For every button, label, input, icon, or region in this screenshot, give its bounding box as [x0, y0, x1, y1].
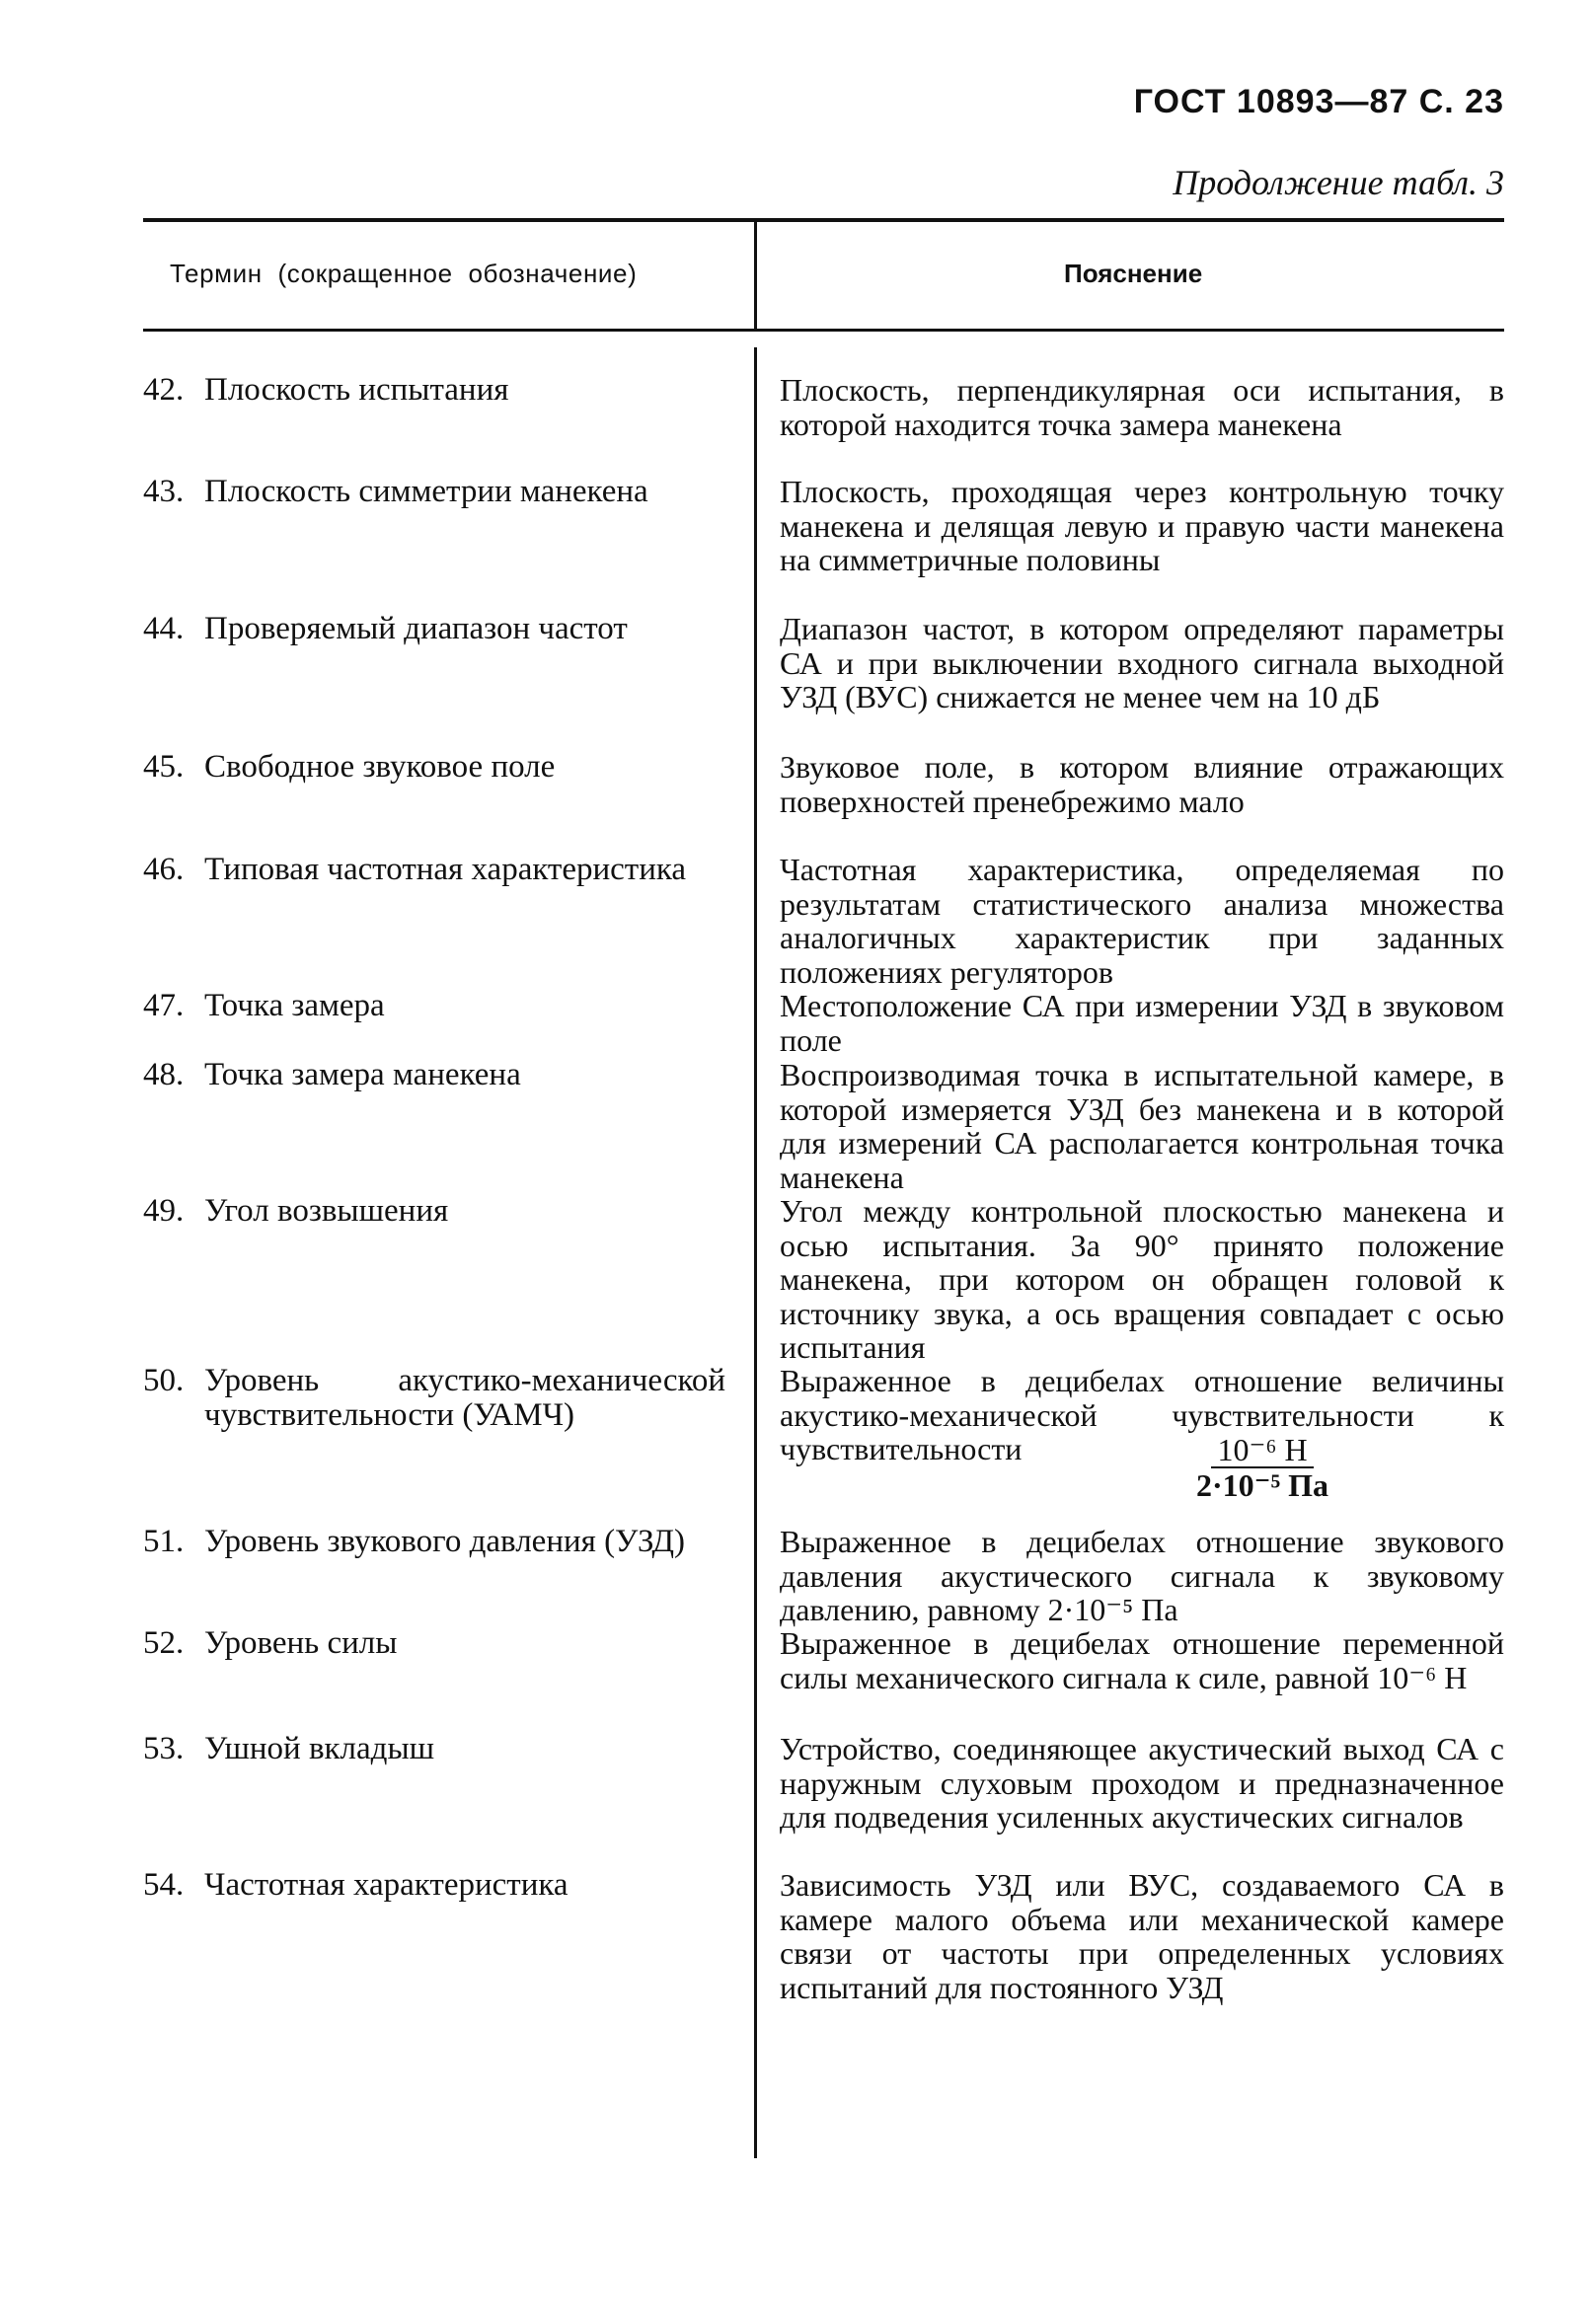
- column-divider-header: [754, 220, 757, 331]
- term-text: Частотная характеристика: [204, 1867, 569, 1903]
- explanation-cell: Диапазон частот, в котором определяют параметры СА и при выключении входного сигнала выходной УЗД (ВУС) снижается не менее чем на 10 дБ: [780, 611, 1504, 714]
- term-text: Свободное звуковое поле: [204, 749, 556, 785]
- explanation-cell: [780, 1364, 1504, 1502]
- term-number: 50.: [143, 1363, 185, 1398]
- term-text: Точка замера манекена: [204, 1057, 521, 1092]
- term-number: 47.: [143, 988, 185, 1023]
- term-cell: [143, 1525, 725, 1559]
- fraction-numerator: 10⁻⁶ Н: [1211, 1433, 1313, 1468]
- term-cell: [143, 612, 725, 646]
- term-number: 54.: [143, 1867, 185, 1903]
- explanation-cell: Плоскость, перпендикулярная оси испытания, в которой находится точка замера манекена: [780, 372, 1504, 442]
- term-text: Уровень акустико-механической чувствительности (УАМЧ): [204, 1363, 725, 1433]
- term-cell: [143, 853, 725, 887]
- term-cell: [143, 373, 725, 408]
- table-top-rule: [143, 218, 1504, 222]
- term-number: 42.: [143, 372, 185, 408]
- explanation-cell: Частотная характеристика, определяемая по результатам статистического анализа множества аналогичных характеристик при заданных положениях регуляторов: [780, 852, 1504, 990]
- column-divider-body: [754, 347, 757, 2158]
- term-text: Угол возвышения: [204, 1193, 449, 1229]
- term-number: 52.: [143, 1625, 185, 1661]
- term-number: 44.: [143, 611, 185, 646]
- term-text: Плоскость испытания: [204, 372, 509, 408]
- term-cell: [143, 989, 725, 1023]
- explanation-cell: Выраженное в децибелах отношение звукового давления акустического сигнала к звуковому давлению, равному 2·10⁻⁵ Па: [780, 1524, 1504, 1627]
- term-number: 48.: [143, 1057, 185, 1092]
- explanation-cell: Зависимость УЗД или ВУС, создаваемого СА в камере малого объема или механической камере связи от частоты при определенных условиях испытаний для постоянного УЗД: [780, 1867, 1504, 2005]
- term-text: Проверяемый диапазон частот: [204, 611, 628, 646]
- term-number: 53.: [143, 1731, 185, 1766]
- table-header-rule: [143, 329, 1504, 332]
- explanation-cell: Воспроизводимая точка в испытательной камере, в которой измеряется УЗД без манекена и в которой для измерений СА располагается контрольная точка манекена: [780, 1057, 1504, 1195]
- term-number: 51.: [143, 1524, 185, 1559]
- term-number: 49.: [143, 1193, 185, 1229]
- term-cell: [143, 475, 725, 509]
- fraction-denominator: 2·10⁻⁵ Па: [1196, 1466, 1329, 1503]
- term-text: Точка замера: [204, 988, 385, 1023]
- term-text: Плоскость симметрии манекена: [204, 474, 648, 509]
- term-cell: [143, 750, 725, 785]
- column-header-explanation: Пояснение: [1064, 259, 1203, 288]
- term-cell: [143, 1364, 725, 1433]
- term-cell: [143, 1732, 725, 1766]
- column-header-term: Термин (сокращенное обозначение): [170, 259, 638, 288]
- term-text: Уровень силы: [204, 1625, 398, 1661]
- explanation-cell: Угол между контрольной плоскостью манекена и осью испытания. За 90° принято положение манекена, при котором он обращен головой к источнику звука, а ось вращения совпадает с осью испытания: [780, 1193, 1504, 1365]
- explanation-cell: Звуковое поле, в котором влияние отражающих поверхностей пренебрежимо мало: [780, 749, 1504, 819]
- explanation-cell: Плоскость, проходящая через контрольную точку манекена и делящая левую и правую части манекена на симметричные половины: [780, 474, 1504, 577]
- fraction: [1196, 1433, 1328, 1502]
- explanation-text: Выраженное в децибелах отношение величины акустико-механической чувствительности к чувствительности: [780, 1363, 1504, 1466]
- term-text: Ушной вкладыш: [204, 1731, 435, 1766]
- explanation-cell: Местоположение СА при измерении УЗД в звуковом поле: [780, 988, 1504, 1058]
- term-cell: [143, 1868, 725, 1903]
- term-cell: [143, 1194, 725, 1229]
- explanation-cell: Устройство, соединяющее акустический выход СА с наружным слуховым проходом и предназначенное для подведения усиленных акустических сигналов: [780, 1731, 1504, 1835]
- table-continuation-label: Продолжение табл. 3: [1173, 163, 1504, 202]
- term-text: Уровень звукового давления (УЗД): [204, 1524, 686, 1559]
- term-cell: [143, 1626, 725, 1661]
- term-cell: [143, 1058, 725, 1092]
- explanation-cell: Выраженное в децибелах отношение переменной силы механического сигнала к силе, равной 10⁻⁶ Н: [780, 1625, 1504, 1695]
- term-number: 46.: [143, 852, 185, 887]
- term-number: 43.: [143, 474, 185, 509]
- term-number: 45.: [143, 749, 185, 785]
- page-header: ГОСТ 10893—87 С. 23: [1133, 83, 1504, 120]
- term-text: Типовая частотная характеристика: [204, 852, 687, 887]
